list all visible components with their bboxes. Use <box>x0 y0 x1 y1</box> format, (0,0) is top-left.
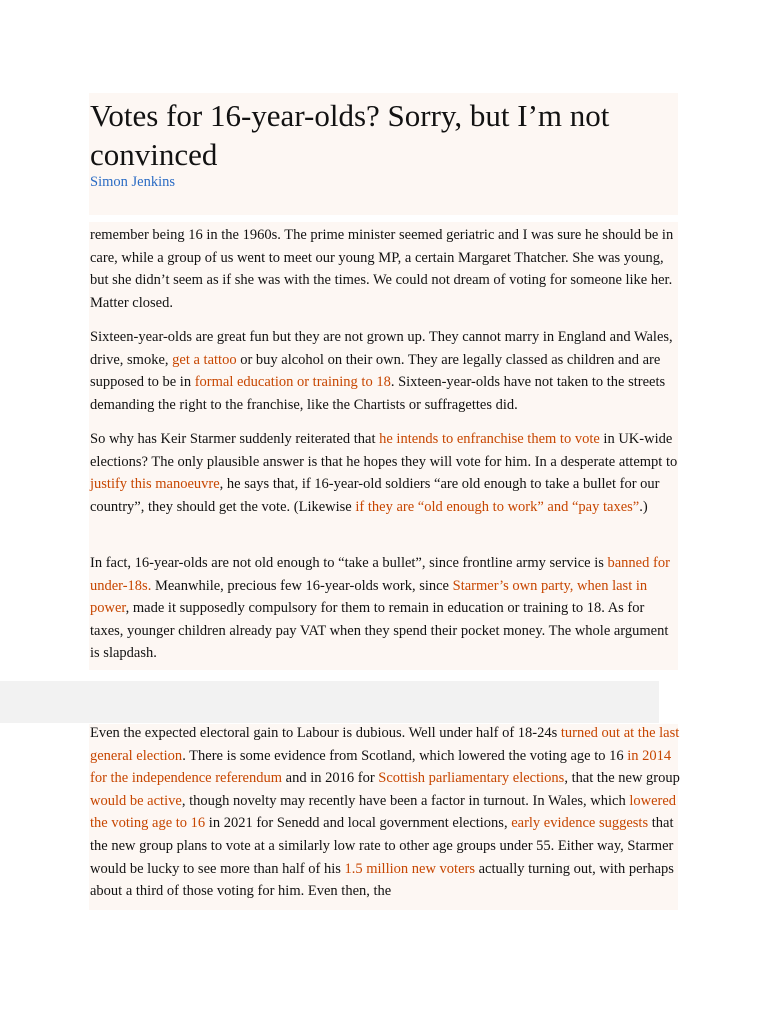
link-early-evidence[interactable]: early evidence suggests <box>511 815 649 832</box>
paragraph-text: .) <box>639 498 648 515</box>
paragraph-text: and in 2016 for <box>282 770 379 787</box>
link-independence-referendum[interactable]: in 2014 for the independence referendum <box>90 747 672 787</box>
paragraph-text: that the new group plans to vote at a similarly low rate to other age groups under 55. Either way, Starmer would be lucky to see more than half of his <box>90 815 674 877</box>
link-banned-for-under-18s[interactable]: banned for under-18s. <box>90 555 670 594</box>
paragraph-text: in 2021 for Senedd and local government elections, <box>205 815 512 832</box>
paragraph-text: Sixteen-year-olds are great fun but they are not grown up. They cannot marry in England and Wales, drive, smoke, <box>90 329 673 368</box>
paragraph-5 <box>90 722 680 903</box>
paragraph-4 <box>90 552 680 665</box>
link-would-be-active[interactable]: would be active <box>90 792 182 809</box>
link-old-enough-to-work[interactable]: if they are “old enough to work” and “pay taxes” <box>355 498 640 515</box>
paragraph-text: , though novelty may recently have been a factor in turnout. In Wales, which <box>181 792 630 809</box>
author-byline-link[interactable]: Simon Jenkins <box>90 174 175 190</box>
paragraph-text: in UK-wide elections? The only plausible answer is that he hopes they will vote for him. In a desperate attempt to <box>90 431 678 470</box>
link-justify-manoeuvre[interactable]: justify this manoeuvre <box>90 476 220 493</box>
paragraph-text: Meanwhile, precious few 16-year-olds work, since <box>151 577 453 594</box>
paragraph-text: So why has Keir Starmer suddenly reiterated that <box>90 431 380 447</box>
link-turned-out[interactable]: turned out at the last general election <box>90 725 680 764</box>
link-new-voters[interactable]: 1.5 million new voters <box>344 860 475 877</box>
paragraph-2 <box>90 326 680 416</box>
paragraph-text: , he says that, if 16-year-old soldiers “are old enough to take a bullet for our country”, they should get the vote. (Likewise <box>90 476 660 515</box>
paragraph-text: remember being 16 in the 1960s. The prime minister seemed geriatric and I was sure he should be in care, while a group of us went to meet our young MP, a certain Margaret Thatcher. She was young, but she didn’t seem as if she was with the times. We could not dream of voting for someone like her. Matter closed. <box>90 227 674 311</box>
paragraph-text: . Sixteen-year-olds have not taken to the streets demanding the right to the franchise, like the Chartists or suffragettes did. <box>90 374 666 413</box>
link-starmers-own-party[interactable]: Starmer’s own party, when last in power <box>90 577 648 617</box>
paragraph-3 <box>90 428 680 518</box>
ad-placeholder-strip <box>0 681 659 723</box>
article-headline: Votes for 16-year-olds? Sorry, but I’m not convinced <box>90 98 610 172</box>
link-scottish-elections[interactable]: Scottish parliamentary elections <box>378 770 565 787</box>
link-get-a-tattoo[interactable]: get a tattoo <box>172 351 237 368</box>
paragraph-text: actually turning out, with perhaps about a third of those voting for him. Even then, the <box>90 860 674 900</box>
paragraph-text: Even the expected electoral gain to Labour is dubious. Well under half of 18-24s <box>90 725 561 741</box>
paragraph-1 <box>90 224 680 314</box>
paragraph-text: , that the new group <box>564 770 680 787</box>
paragraph-text: In fact, 16-year-olds are not old enough to “take a bullet”, since frontline army service is <box>90 555 608 571</box>
paragraph-text: , made it supposedly compulsory for them to remain in education or training to 18. As for taxes, younger children already pay VAT when they spend their pocket money. The whole argument is slapdash. <box>90 600 669 662</box>
link-enfranchise[interactable]: he intends to enfranchise them to vote <box>379 431 600 447</box>
link-formal-education[interactable]: formal education or training to 18 <box>194 374 391 391</box>
paragraph-text: . There is some evidence from Scotland, which lowered the voting age to 16 <box>182 747 628 764</box>
link-lowered-voting-age[interactable]: lowered the voting age to 16 <box>90 792 677 832</box>
paragraph-text: or buy alcohol on their own. They are legally classed as children and are supposed to be in <box>90 351 661 391</box>
